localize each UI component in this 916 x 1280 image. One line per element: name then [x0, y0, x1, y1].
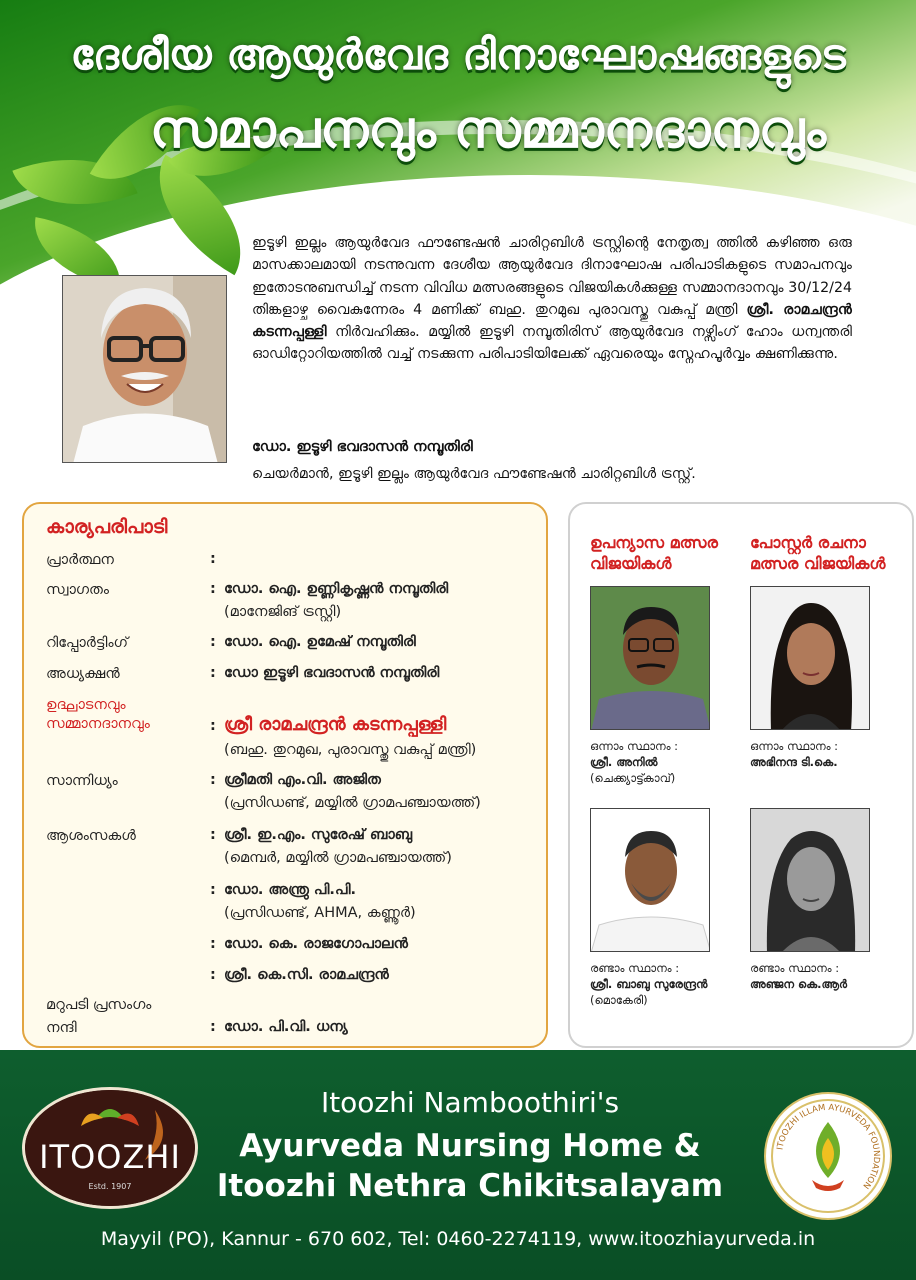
row-value: ഡോ. അന്ത്രു പി.പി. [224, 882, 356, 898]
footer-banner [0, 1050, 916, 1280]
signatory-name: ഡോ. ഇടൂഴി ഭവദാസൻ നമ്പൂതിരി [252, 439, 473, 455]
itoozhi-logo [22, 1087, 198, 1209]
row-label: അധ്യക്ഷൻ [46, 666, 120, 682]
foundation-logo-text: ITOOZHI ILLAM AYURVEDA FOUNDATION [775, 1102, 882, 1191]
row-colon: : [210, 634, 216, 650]
winner-caption [590, 960, 707, 1008]
footer-line3: Itoozhi Nethra Chikitsalayam [216, 1168, 724, 1204]
row-colon: : [210, 551, 216, 567]
row-value: ശ്രീമതി എം.വി. അജിത [224, 772, 381, 788]
row-label: റിപ്പോർട്ടിംഗ് [46, 635, 129, 651]
row-label: പ്രാർത്ഥന [46, 552, 114, 568]
winner-location: (മൊകേരി) [590, 993, 648, 1007]
winner-photo [590, 586, 710, 730]
winner-place: രണ്ടാം സ്ഥാനം : [750, 961, 840, 975]
winner-place: ഒന്നാം സ്ഥാനം : [750, 739, 839, 753]
winner-place: ഒന്നാം സ്ഥാനം : [590, 739, 679, 753]
row-sub: (പ്രസിഡണ്ട്, AHMA, കണ്ണൂർ) [224, 905, 416, 921]
row-label: ആശംസകൾ [46, 828, 136, 844]
footer-line1: Itoozhi Namboothiri's [320, 1086, 620, 1119]
intro-part1: ഇടൂഴി ഇല്ലം ആയുർവേദ ഫൗണ്ടേഷൻ ചാരിറ്റബിൾ ട്രസ്റ്റിന്റെ നേതൃത്വ ത്തിൽ കഴിഞ്ഞ ഒരു മാസക്കാലമായി നടന്നുവന്ന ദേശീയ ആയുർവേദ ദിനാഘോഷ പരിപാടികളുടെ സമാപനവും ഇതോടനുബന്ധിച്ച് നടന്ന വിവിധ മത്സരങ്ങളുടെ വിജയികൾക്കുള്ള സമ്മാനദാനവും 30/12/24 തിങ്കളാഴ്ച വൈകുന്നേരം 4 മണിക്ക് ബഹു. തുറമുഖ പുരാവസ്തു വകുപ്പ് മന്ത്രി [252, 235, 852, 318]
row-sub: (മെമ്പർ, മയ്യിൽ ഗ്രാമപഞ്ചായത്ത്) [224, 850, 452, 866]
winner-photo [750, 808, 870, 952]
page-title-line1: ദേശീയ ആയുർവേദ ദിനാഘോഷങ്ങളുടെ [70, 30, 846, 79]
row-value: ശ്രീ. കെ.സി. രാമചന്ദ്രൻ [224, 967, 389, 983]
row-colon: : [210, 882, 216, 898]
winner-photo [750, 586, 870, 730]
row-colon: : [210, 665, 216, 681]
foundation-logo [764, 1092, 892, 1220]
winners-panel [568, 502, 914, 1048]
winner-location: (ചെക്ക്യാട്ട്കാവ്) [590, 771, 676, 785]
footer-line2: Ayurveda Nursing Home & [239, 1128, 701, 1164]
row-colon: : [210, 1019, 216, 1035]
winner-name: ശ്രീ. അനിൽ [590, 755, 658, 769]
row-colon: : [210, 967, 216, 983]
speech-winners-heading: ഉപന്യാസ മത്സര വിജയികൾ [590, 533, 718, 573]
page-title-line2: സമാപനവും സമ്മാനദാനവും [149, 100, 827, 160]
row-label: സാന്നിധ്യം [46, 773, 118, 789]
row-label: നന്ദി [46, 1020, 77, 1036]
winner-photo [590, 808, 710, 952]
invitation-text [252, 232, 852, 366]
row-sub: (പ്രസിഡണ്ട്, മയ്യിൽ ഗ്രാമപഞ്ചായത്ത്) [224, 795, 481, 811]
intro-part2: നിർവഹിക്കും. മയ്യിൽ ഇടൂഴി നമ്പൂതിരിസ് ആയുർവേദ നഴ്സിംഗ് ഹോം ധന്വന്തരി ഓഡിറ്റോറിയത്തിൽ വച്ച് നടക്കുന്ന പരിപാടിയിലേക്ക് ഏവരെയും സ്നേഹപൂർവ്വം ക്ഷണിക്കുന്നു. [252, 324, 852, 363]
winner-caption [590, 738, 678, 786]
footer-contact: Mayyil (PO), Kannur - 670 602, Tel: 0460-2274119, www.itoozhiayurveda.in [100, 1228, 816, 1250]
winner-name: അഭിനന്ദ ടി.കെ. [750, 755, 838, 769]
row-sub: (ബഹു. തുറമുഖ, പുരാവസ്തു വകുപ്പ് മന്ത്രി) [224, 742, 477, 758]
signatory-role: ചെയർമാൻ, ഇടൂഴി ഇല്ലം ആയുർവേദ ഫൗണ്ടേഷൻ ചാരിറ്റബിൾ ട്രസ്റ്റ്. [252, 466, 696, 482]
row-value: ഡോ ഇടൂഴി ഭവദാസൻ നമ്പൂതിരി [224, 665, 440, 681]
winner-caption [750, 960, 847, 992]
row-label: മറുപടി പ്രസംഗം [46, 997, 152, 1013]
programme-panel [22, 502, 548, 1048]
winner-caption [750, 738, 838, 770]
logo-established: Estd. 1907 [88, 1182, 132, 1191]
row-sub: (മാനേജിങ് ട്രസ്റ്റി) [224, 604, 342, 620]
winner-name: അഞ്ജന കെ.ആർ [750, 977, 848, 991]
row-value: ഡോ. ഐ. ഉണ്ണികൃഷ്ണൻ നമ്പൂതിരി [224, 581, 449, 597]
row-colon: : [210, 827, 216, 843]
row-value: ഡോ. പി.വി. ധന്യ [224, 1019, 348, 1035]
poster-winners-heading: പോസ്റ്റർ രചനാ മത്സര വിജയികൾ [750, 533, 886, 573]
programme-title: കാര്യപരിപാടി [46, 516, 168, 538]
row-colon: : [210, 772, 216, 788]
chairman-photo [62, 275, 227, 463]
winner-place: രണ്ടാം സ്ഥാനം : [590, 961, 680, 975]
row-value: ശ്രീ രാമചന്ദ്രൻ കടന്നപ്പള്ളി [224, 714, 447, 735]
row-colon: : [210, 581, 216, 597]
row-colon: : [210, 718, 216, 734]
row-value: ഡോ. ഐ. ഉമേഷ് നമ്പൂതിരി [224, 634, 416, 650]
row-colon: : [210, 936, 216, 952]
row-label: സ്വാഗതം [46, 582, 109, 598]
row-value: ഡോ. കെ. രാജഗോപാലൻ [224, 936, 408, 952]
logo-word: ITOOZHI [39, 1138, 181, 1176]
row-label: ഉദ്ഘാടനവും സമ്മാനദാനവും [46, 697, 150, 732]
minister-name: ശ്രീ. രാമചന്ദ്രൻ കടന്നപ്പള്ളി [252, 301, 852, 341]
row-value: ശ്രീ. ഇ.എം. സുരേഷ് ബാബു [224, 827, 413, 843]
winner-name: ശ്രീ. ബാബു സുരേന്ദ്രൻ [590, 977, 708, 991]
